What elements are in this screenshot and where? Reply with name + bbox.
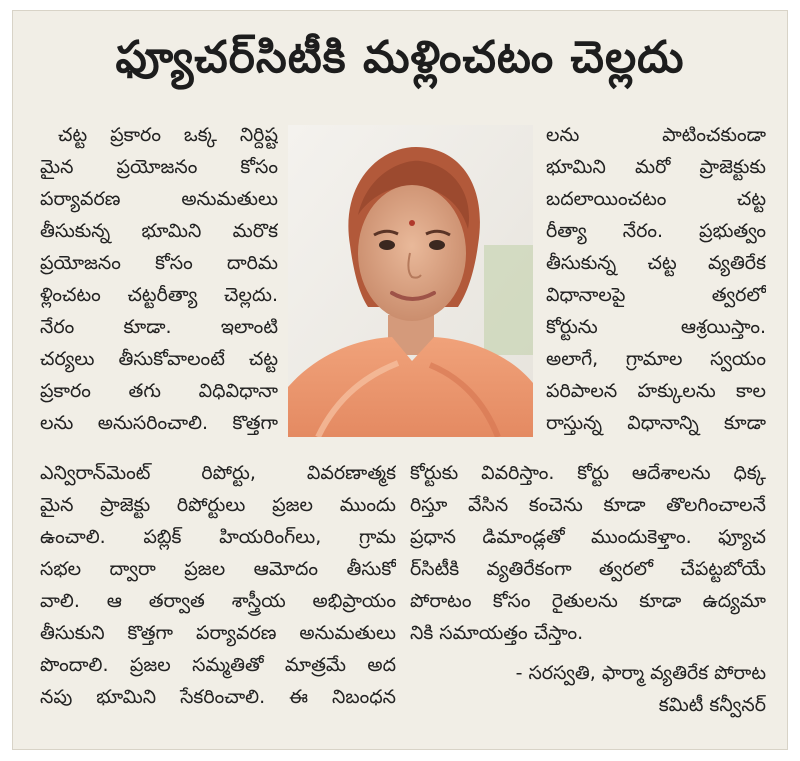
left-column-line: చర్యలు తీసుకోవాలంటే చట్ట (40, 348, 278, 370)
woman-portrait-image (288, 125, 533, 437)
right-column-line: రాస్తున్న విధానాన్ని కూడా (546, 412, 766, 434)
right-column-line: తీసుకున్న చట్ట వ్యతిరేక (546, 252, 766, 274)
portrait-photo (288, 125, 533, 437)
left-column-line: సభల ద్వారా ప్రజల ఆమోదం తీసుకో (40, 558, 396, 580)
left-column-line: ప్రయోజనం కోసం దారిమ (40, 252, 278, 274)
left-column-line: నేరం కూడా. ఇలాంటి (40, 316, 278, 338)
right-column-line: రిస్తూ వేసిన కంచెను కూడా తొలగించాలనే (410, 494, 766, 516)
left-column-line: మైన ప్రాజెక్టు రిపోర్టులు ప్రజల ముందు (40, 494, 396, 516)
right-column-line: భూమిని మరో ప్రాజెక్టుకు (546, 156, 766, 178)
right-column-line: లను పాటించకుండా (546, 124, 766, 146)
left-column-line: ఉంచాలి. పబ్లిక్ హియరింగ్‌లు, గ్రామ (40, 526, 396, 548)
right-column-line: ప్రధాన డిమాండ్లతో ముందుకెళ్తాం. ఫ్యూచ (410, 526, 766, 548)
left-column-line: వాలి. ఆ తర్వాత శాస్త్రీయ అభిప్రాయం (40, 590, 396, 612)
byline-name: - సరస్వతి, ఫార్మా వ్యతిరేక పోరాట (515, 662, 766, 684)
right-column-line: అలాగే, గ్రామాల స్వయం (546, 348, 766, 370)
right-column-line: కోర్టును ఆశ్రయిస్తాం. (546, 316, 766, 338)
left-column-line: మైన ప్రయోజనం కోసం (40, 156, 278, 178)
right-column-line: నికి సమాయత్తం చేస్తాం. (410, 622, 584, 644)
right-column-line: పోరాటం కోసం రైతులను కూడా ఉద్యమా (410, 590, 766, 612)
left-column-line: తీసుకున్న భూమిని మరొక (40, 220, 278, 242)
right-column-line: బదలాయించటం చట్ట (546, 188, 766, 210)
byline-title: కమిటీ కన్వీనర్ (658, 694, 766, 716)
right-column-line: రీత్యా నేరం. ప్రభుత్వం (546, 220, 766, 242)
left-column-line: ప్రకారం తగు విధివిధానా (40, 380, 278, 402)
left-column-line: చట్ట ప్రకారం ఒక్క నిర్దిష్ట (58, 124, 278, 146)
right-column-line: ర్‌సిటీకి వ్యతిరేకంగా త్వరలో చేపట్టబోయే (410, 558, 766, 580)
left-column-line: లను అనుసరించాలి. కొత్తగా (40, 412, 278, 434)
left-column-line: తీసుకుని కొత్తగా పర్యావరణ అనుమతులు (40, 622, 396, 644)
left-column-line: పర్యావరణ అనుమతులు (40, 188, 278, 210)
left-column-line: నపు భూమిని సేకరించాలి. ఈ నిబంధన (40, 686, 396, 708)
right-column-line: పరిపాలన హక్కులను కాల (546, 380, 766, 402)
headline: ఫ్యూచర్‌సిటీకి మళ్లించటం చెల్లదు (115, 32, 685, 83)
left-column-line: ళ్లించటం చట్టరీత్యా చెల్లదు. (40, 284, 278, 306)
left-column-line: పొందాలి. ప్రజల సమ్మతితో మాత్రమే అద (40, 654, 396, 676)
left-column-line: ఎన్విరాన్‌మెంట్ రిపోర్టు, వివరణాత్మక (40, 462, 396, 484)
right-column-line: కోర్టుకు వివరిస్తాం. కోర్టు ఆదేశాలను ధిక్క (410, 462, 766, 484)
right-column-line: విధానాలపై త్వరలో (546, 284, 766, 306)
